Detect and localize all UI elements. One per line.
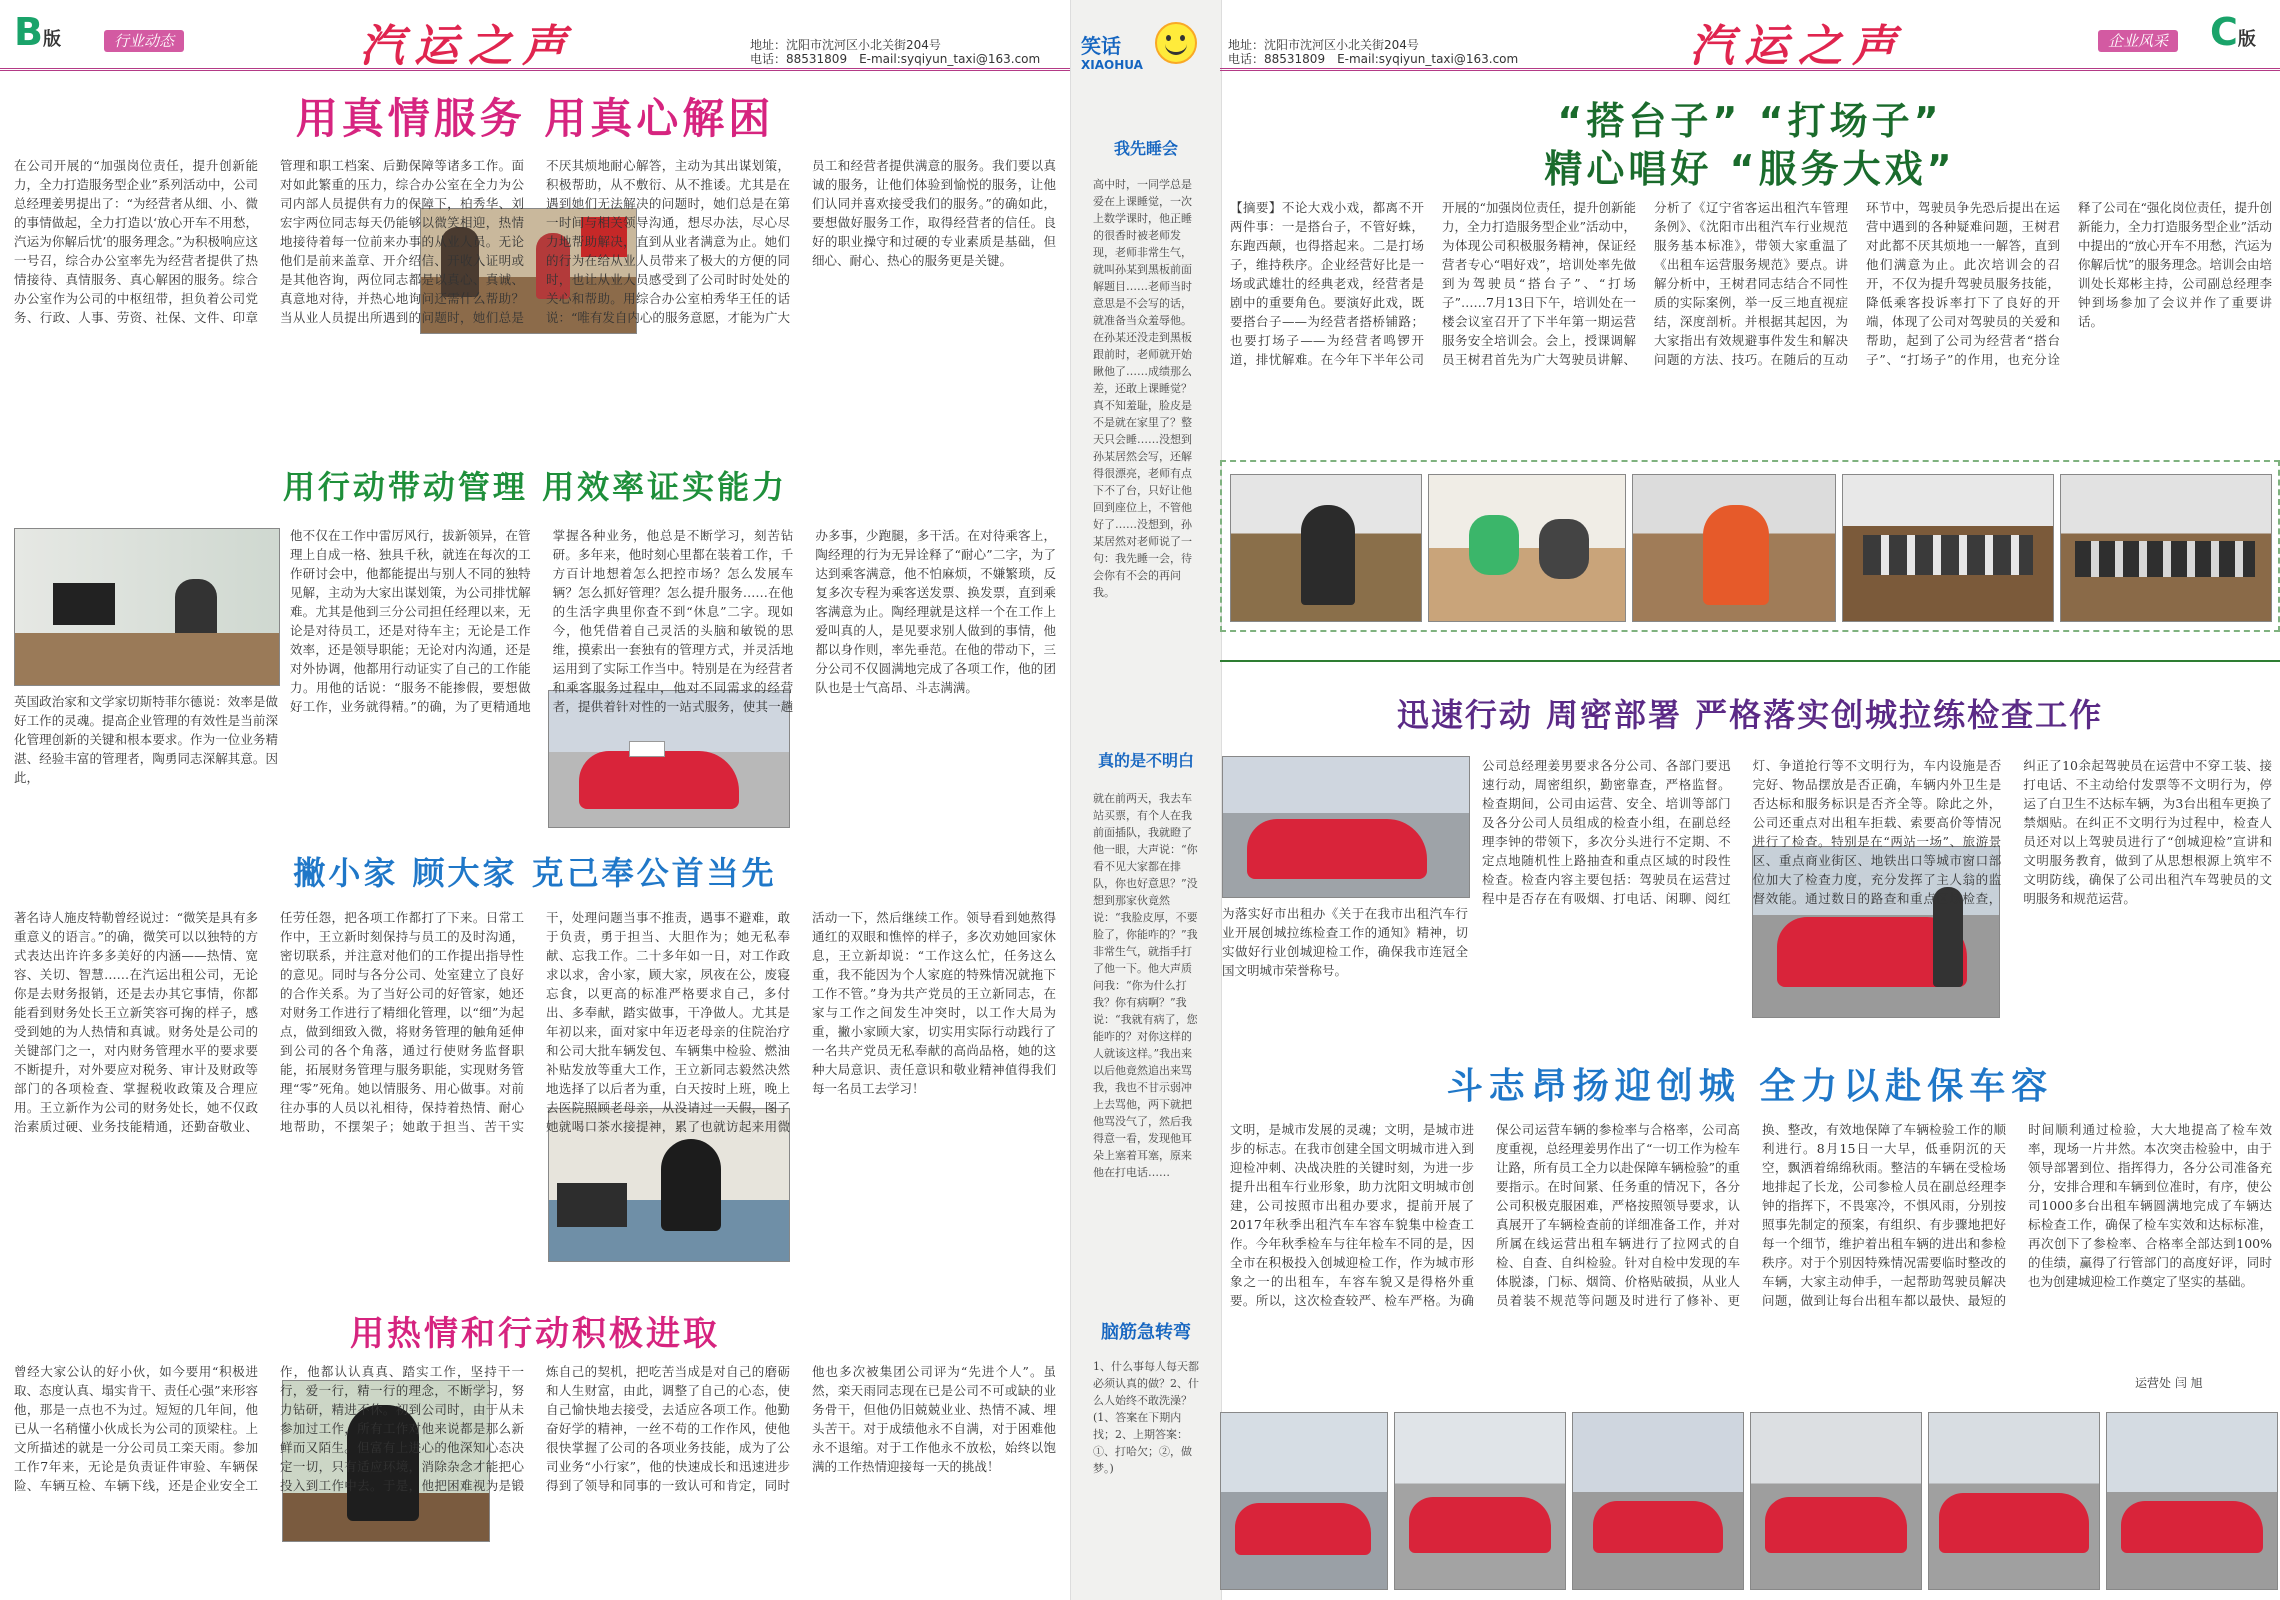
article-1-body: 【摘要】不论大戏小戏，都离不开两件事：一是搭台子，不管好蛛，东跑西颠，也得搭起来。二是打场子，维持秩序。企业经营好比是一场或武雄壮的经典老戏，经营者是剧中的重要角色。要演好此戏，既要搭台子——为经营者搭桥铺路；也要打场子——为经营者鸣锣开道，排忧解难。在今年下半年公司开展的“加强岗位责任，提升创新能力，全力打造服务型企业”活动中，为体现公司积极服务精神，保证经营者专心“唱好戏”，培训处率先做到为驾驶员“搭台子”、“打场子”……7月13日下午，培训处在一楼会议室召开了下半年第一期运营服务安全培训会。会上，授课调解员王树君首先为广大驾驶员讲解、分析了《辽宁省客运出租汽车管理条例》、《沈阳市出租汽车行业规范服务基本标准》，带领大家重温了《出租车运营服务规范》要点。讲解分析中，王树君同志结合不同性质的实际案例，举一反三地直视症结，深度剖析。并根据其起因，为大家指出有效规避事件发生和解决问题的方法、技巧。在随后的互动环节中，驾驶员争先恐后提出在运营中遇到的各种疑难问题，王树君对此都不厌其烦地一一解答，直到他们满意为止。此次培训会的召开，不仅为提升驾驶员服务技能，降低乘客投诉率打下了良好的开端，体现了公司对驾驶员的关爱和帮助，起到了公司为经营者“搭台子”、“打场子”的作用，也充分诠释了公司在“强化岗位责任，提升创新能力，全力打造服务型企业”活动中提出的“放心开车不用愁，汽运为你解后忧”的服务理念。培训会由培训处长郑彬主持，公司副总经理李钟到场参加了会议并作了重要讲话。 [1230,200,2272,367]
masthead-c [1220,0,2280,71]
masthead-b [0,0,1070,71]
contact: 电话：88531809 E-mail:syqiyun_taxi@163.com [1228,52,1519,66]
address: 地址：沈阳市沈河区小北关街204号 [750,38,941,52]
car-photo-5 [1928,1412,2100,1590]
headline-4: 用热情和行动积极进取 [350,1314,720,1354]
headline-1-line-1: “搭台子” “打场子” [1557,99,1943,143]
article-3-body: 文明，是城市发展的灵魂；文明，是城市进步的标志。在我市创建全国文明城市进入到迎检冲刺、决战决胜的关键时刻，为进一步提升出租车行业形象，助力沈阳文明城市创建，公司按照市出租办要求，提前开展了2017年秋季出租汽车车容车貌集中检查工作。今年秋季检车与往年检车不同的是，因全市在积极投入创城迎检工作，作为城市形象之一的出租车，车容车貌又是得格外重要。所以，这次检查较严、检车严格。为确保公司运营车辆的参检率与合格率，公司高度重视，总经理姜男作出了“一切工作为检车让路，所有员工全力以赴保障车辆检验”的重要指示。在时间紧、任务重的情况下，各分公司积极克服困难，严格按照领导要求，认真展开了车辆检查前的详细准备工作，并对所属在线运营出租车辆进行了拉网式的自检、自查、自纠检验。针对自检中发现的车体脱漆，门标、烟筒、价格贴破损，从业人员着装不规范等问题及时进行了修补、更换、整改，有效地保障了车辆检验工作的顺利进行。8月15日一大早，低垂阴沉的天空，飘洒着绵绵秋雨。整洁的车辆在受检场地排起了长龙，公司参检人员在副总经理李钟的指挥下，不畏寒冷，不惧风雨，分别按照事先制定的预案，有组织、有步骤地把好每一个细节，维护着出租车辆的进出和参检秩序。对于个别因特殊情况需要临时整改的车辆，大家主动伸手，一起帮助驾驶员解决问题，做到让每台出租车都以最快、最短的时间顺利通过检验，大大地提高了检车效率，现场一片井然。本次突击检验中，由于领导部署到位、指挥得力，各分公司准备充分，安排合理和车辆到位准时，有序，使公司1000多台出租车辆圆满地完成了车辆达标检查工作，确保了检车实效和达标标准，再次创下了参检率、合格率全部达到100%的佳绩，赢得了行管部门的高度好评，同时也为创建城迎检工作奠定了坚实的基础。 [1230,1122,2272,1308]
article-2-body: 他不仅在工作中雷厉风行，拔新领异，在管理上自成一格、独具千秋，就连在每次的工作研讨会中，他都能提出与别人不同的独特见解，主动为大家出谋划策，为公司排忧解难。尤其是他到三分公司担任经理以来，无论是对待员工，还是对待车主；无论是工作效率，还是领导职能；无论对内沟通，还是对外协调，他都用行动证实了自己的工作能力。用他的话说：“服务不能掺假，要想做好工作，业务就得精。”的确，为了更精通地掌握各种业务，他总是不断学习，刻苦钻研。多年来，他时刻心里都在装着工作，千方百计地想着怎么把控市场？怎么发展车辆？怎么抓好管理？怎么提升服务……在他的生活字典里你查不到“休息”二字。现如今，他凭借着自己灵活的头脑和敏锐的思维，摸索出一套独有的管理方式，并灵活地运用到了实际工作当中。特别是在为经营者和乘客服务过程中，他对不同需求的经营者，提供着针对性的一站式服务，使其一趟办多事，少跑腿，多干活。在对待乘客上，陶经理的行为无异诠释了“耐心”二字，为了达到乘客满意，他不怕麻烦，不嫌繁琐，反复多次专程为乘客送发票、换发票，直到乘客满意为止。陶经理就是这样一个在工作上爱叫真的人，是见要求别人做到的事情，他都以身作则，率先垂范。在他的带动下，三分公司不仅圆满地完成了各项工作，他的团队也是士气高昂、斗志满满。 [290,528,1056,714]
jokes-title: 笑话 [1081,34,1121,58]
headline-2: 迅速行动 周密部署 严格落实创城拉练检查工作 [1396,696,2104,734]
jokes-column [1070,0,1222,1600]
contact: 电话：88531809 E-mail:syqiyun_taxi@163.com [750,52,1041,66]
training-photo-strip [1220,460,2280,632]
address: 地址：沈阳市沈河区小北关街204号 [1228,38,1419,52]
section-tag: 企业风采 [2098,30,2178,52]
training-photo-4 [1842,474,2054,622]
training-photo-2 [1428,474,1626,622]
joke-1-body: 高中时，一同学总是爱在上课睡觉，一次上数学课时，他正睡的很香时被老师发现，老师非常生气，就叫孙某到黑板前面解题目……老师当时意思是不会写的话，就准备当众羞辱他。在孙某还没走到黑板跟前时，老师就开始瞅他了……成绩那么差，还敢上课睡觉？真不知羞耻，脸皮是不是就在家里了？整天只会睡……没想到孙某居然会写，还解得很漂亮，老师有点下不了台，只好让他回到座位上，不管他好了……没想到，孙某居然对老师说了一句：我先睡一会，待会你有不会的再问我。 [1093,178,1192,599]
headline-3: 斗志昂扬迎创城 全力以赴保车容 [1446,1066,2054,1107]
jokes-title-en: XIAOHUA [1081,58,1143,72]
page-letter: C版 [2210,10,2256,54]
page-b [0,0,1070,1600]
car-photo-1 [1220,1412,1388,1590]
training-photo-1 [1230,474,1422,622]
training-photo-3 [1632,474,1836,622]
masthead-title: 汽运之声 [360,21,576,72]
section-tag: 行业动态 [104,30,184,52]
headline-3: 撇小家 顾大家 克己奉公首当先 [293,854,777,892]
desk-photo [14,528,280,686]
section-divider [1220,660,2280,662]
car-photo-3 [1572,1412,1744,1590]
address-block [1228,38,1518,66]
car-photo-6 [2106,1412,2278,1590]
smiley-icon [1155,22,1197,64]
joke-2-body: 就在前两天，我去车站买票，有个人在我前面插队，我就瞪了他一眼，大声说：“你看不见大家都在排队，你也好意思？”没想到那家伙竟然说：“我脸皮厚，不要脸了，你能咋的？”我非常生气，就指手打了他一下。他大声质问我：“你为什么打我？你有病啊？”我说：“我就有病了，您能咋的？对你这样的人就该这样。”我出来以后他竟然追出来骂我，我也不甘示弱冲上去骂他，两下就把他骂没气了，然后我得意一看，发现他耳朵上塞着耳塞，原来他在打电话…… [1093,792,1198,1179]
car-photo-4 [1750,1412,1922,1590]
article-1-body: 在公司开展的“加强岗位责任，提升创新能力，全力打造服务型企业”系列活动中，公司总经理姜男提出了：“为经营者从细、小、微的事情做起，全力打造以‘放心开车不用愁，汽运为你解后忧’的服务理念。”为积极响应这一号召，综合办公室率先为经营者提供了热情接待、真情服务、真心解困的服务。综合办公室作为公司的中枢纽带，担负着公司党务、行政、人事、劳资、社保、文件、印章管理和职工档案、后勤保障等诸多工作。面对如此繁重的压力，综合办公室在全力为公司内部人员提供有力的保障下，柏秀华、刘宏宇两位同志每天仍能够以微笑相迎，热情地接待着每一位前来办事的从业人员。无论他们是前来盖章、开介绍信、开收入证明或是其他咨询，两位同志都是以真心、真诚、真意地对待，并热心地询问还需什么帮助？当从业人员提出所遇到的问题时，她们总是不厌其烦地耐心解答，主动为其出谋划策，积极帮助，从不敷衍、从不推诿。尤其是在遇到她们无法解决的问题时，她们总是在第一时间与相关领导沟通，想尽办法，尽心尽力地帮助解决，直到从业者满意为止。她们的行为在给从业人员带来了极大的方便的同时，也让从业人员感受到了公司时时处处的关心和帮助。用综合办公室柏秀华王任的话说：“唯有发自内心的服务意愿，才能为广大员工和经营者提供满意的服务。我们要以真诚的服务，让他们体验到愉悦的服务，让他们认同并喜欢接受我们的服务。”的确如此，要想做好服务工作，取得经营者的信任。良好的职业操守和过硬的专业素质是基础，但细心、耐心、热心的服务更是关键。 [14,158,1056,325]
inspection-photo-strip [1220,1408,2280,1594]
joke-2-title: 真的是不明白 [1097,751,1194,770]
training-photo-5 [2060,474,2272,622]
article-3-body: 著名诗人施皮特勒曾经说过：“微笑是具有多重意义的语言。”的确，微笑可以以独特的方式表达出许许多多美好的内涵——热情、宽容、关切、智慧……在汽运出租公司，无论你是去财务报销，还是去办其它事情，你都能看到财务处长王立新笑容可掬的样子，感受到她的为人热情和真诚。财务处是公司的关键部门之一，对内财务管理水平的要求要不断提升，对外要应对税务、审计及财政等部门的各项检查、掌握税收政策及合理应用。王立新作为公司的财务处长，她不仅政治素质过硬、业务技能精通，还勤奋敬业、任劳任怨，把各项工作都打了下来。日常工作中，王立新时刻保持与员工的及时沟通，密切联系，并注意对他们的工作提出指导性的意见。同时与各分公司、处室建立了良好的合作关系。为了当好公司的好管家，她还对财务工作进行了精细化管理，以“细”为起点，做到细致入微，将财务管理的触角延伸到公司的各个角落，通过行使财务监督职能，拓展财务管理与服务职能，实现财务管理“零”死角。她以情服务、用心做事。对前往办事的人员以礼相待，保持着热情、耐心地帮助，不摆架子；她敢于担当、苦干实干，处理问题当事不推责，遇事不避难，敢于负责，勇于担当、大胆作为；她无私奉献、忘我工作。二十多年如一日，对工作政求以求，舍小家，顾大家，夙夜在公，废寝忘食，以更高的标准严格要求自己，多付出、多奉献，踏实做事，干净做人。尤其是年初以来，面对家中年迈老母亲的住院治疗和公司大批车辆发包、车辆集中检验、燃油补贴发放等重大工作，王立新同志毅然决然地选择了以后者为重，白天按时上班，晚上去医院照顾老母亲，从没请过一天假，图了她就喝口茶水接提神，累了也就访起来用微活动一下，然后继续工作。领导看到她熬得通红的双眼和憔悴的样子，多次劝她回家休息，王立新却说：“工作这么忙，任务这么重，我不能因为个人家庭的特殊情况就拖下工作不管。”身为共产党员的王立新同志，在家与工作之间发生冲突时，以工作大局为重，撇小家顾大家，切实用实际行动践行了一名共产党员无私奉献的高尚品格，她的这种大局意识、责任意识和敬业精神值得我们每一名员工去学习！ [14,910,1056,1134]
article-2-lead: 英国政治家和文学家切斯特菲尔德说：效率是做好工作的灵魂。提高企业管理的有效性是当前深化管理创新的关键和根本要求。作为一位业务精湛、经验丰富的管理者，陶勇同志深解其意。因此， [14,694,278,785]
article-2-lead: 为落实好市出租办《关于在我市出租汽车行业开展创城拉练检查工作的通知》精神，切实做好行业创城迎检工作，确保我市连冠全国文明城市荣誉称号。 [1222,906,1468,978]
headline-1: 用真情服务 用真心解困 [295,94,775,143]
article-2-body: 公司总经理姜男要求各分公司、各部门要迅速行动，周密组织，勤密靠查，严格监督。检查期间，公司由运营、安全、培训等部门及各分公司人员组成的检查小组，在副总经理李钟的带领下，多次分头进行不定期、不定点地随机性上路抽查和重点区域的时段性检查。检查内容主要包括：驾驶员在运营过程中是否存在有吸烟、打电话、闲聊、阅红灯、争道抢行等不文明行为，车内设施是否完好、物品摆放是否正确，车辆内外卫生是否达标和服务标识是否齐全等。除此之外，公司还重点对出租车拒载、索要高价等情况进行了检查。特别是在“两站一场”、旅游景区、重点商业街区、地铁出口等城市窗口部位加大了检查力度，充分发挥了主人翁的监督效能。通过数日的路查和重点区域检查，纠正了10余起驾驶员在运营中不穿工装、接打电话、不主动给付发票等不文明行为，停运了白卫生不达标车辆，为3台出租车更换了禁烟贴。在纠正不文明行为过程中，检查人员还对以上驾驶员进行了“创城迎检”宣讲和文明服务教育，做到了从思想根源上筑牢不文明防线，确保了公司出租汽车驾驶员的文明服务和规范运营。 [1482,758,2272,906]
byline: 运营处 闫 旭 [2135,1376,2203,1390]
article-4-body: 曾经大家公认的好小伙，如今要用“积极进取、态度认真、塌实肯干、责任心强”来形容他，那是一点也不为过。短短的几年间，他已从一名稍懂小伙成长为公司的顶梁柱。上文所描述的就是一分公司员工栾天雨。参加工作7年来，无论是负责证件审验、车辆保险、车辆互检、车辆下线，还是企业安全工作，他都认认真真、踏实工作，坚持干一行，爱一行，精一行的理念，不断学习，努力钻研，精进不休。初到公司时，由于从未参加过工作，所有工作对他来说都是那么新鲜而又陌生。但富有上进心的他深知心态决定一切，只有适应环境，消除杂念才能把心投入到工作中去。于是，他把困难视为是锻炼自己的契机，把吃苦当成是对自己的磨砺和人生财富，由此，调整了自己的心态，使自己愉快地去接受，去适应各项工作。他勤奋好学的精神，一丝不苟的工作作风，使他很快掌握了公司的各项业务技能，成为了公司业务“小行家”，他的快速成长和迅速进步得到了领导和同事的一致认可和肯定，同时他也多次被集团公司评为“先进个人”。虽然，栾天雨同志现在已是公司不可或缺的业务骨干，但他仍旧兢兢业业、热情不减、埋头苦干。对于成绩他永不自满，对于困难他永不退缩。对于工作他永不放松，始终以饱满的工作热情迎接每一天的挑战！ [14,1364,1056,1493]
brain-teaser-body: 1、什么事每人每天都必须认真的做？2、什么人始终不敢洗澡？(1、答案在下期内找；2、上期答案：①、打哈欠；②，做梦。) [1093,1360,1199,1475]
headline-1-line-2: 精心唱好 “服务大戏” [1544,147,1956,191]
headline-2: 用行动带动管理 用效率证实能力 [282,468,788,506]
page-letter: B版 [14,10,61,54]
brain-teaser-title: 脑筋急转弯 [1101,1322,1191,1343]
car-photo-2 [1394,1412,1566,1590]
masthead-title: 汽运之声 [1690,21,1906,72]
address-block [750,38,1040,66]
joke-1-title: 我先睡会 [1113,139,1178,158]
page-c [1220,0,2280,1600]
inspection-photo-1 [1222,756,1470,898]
